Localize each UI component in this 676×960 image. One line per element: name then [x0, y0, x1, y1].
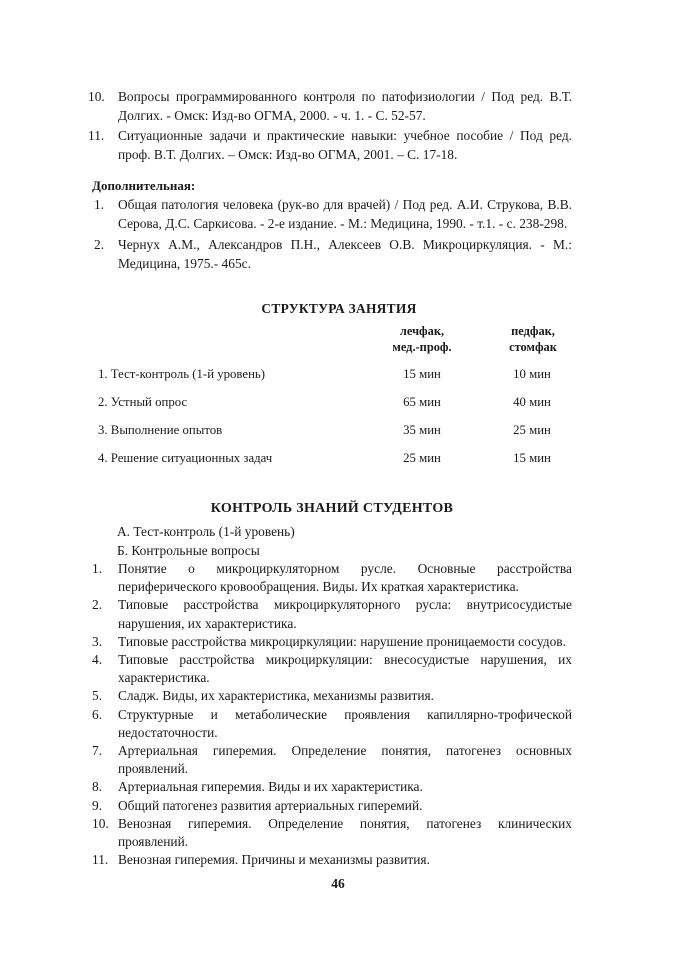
structure-row-label: 4. Решение ситуационных задач: [98, 451, 273, 465]
structure-cell-lechfak: 25 мин: [403, 451, 441, 465]
structure-cell-pedfak: 40 мин: [513, 395, 551, 409]
knowledge-control-title: КОНТРОЛЬ ЗНАНИЙ СТУДЕНТОВ: [210, 501, 454, 516]
reference-text: Общая патология человека (рук-во для врачей) / Под ред. А.И. Струкова, В.В. Серова, Д.С. Саркисова. - 2-е издание. - М.: Медицина, 1990. - т.1. - с. 238-298.: [118, 197, 572, 231]
question-number: 3.: [92, 633, 103, 649]
question-item: [92, 560, 572, 596]
additional-literature-heading: Дополнительная:: [92, 178, 196, 193]
control-part-a: А. Тест-контроль (1-й уровень): [117, 524, 295, 539]
question-item: [92, 797, 572, 815]
control-part-b: Б. Контрольные вопросы: [117, 542, 260, 558]
question-number: 9.: [92, 797, 103, 813]
reference-item: [88, 127, 572, 164]
question-item: [92, 851, 572, 869]
question-text: Понятие о микроциркуляторном русле. Основные расстройства периферического кровообращения. Виды. Их краткая характеристика.: [118, 561, 572, 595]
question-item: [92, 596, 572, 632]
question-item: [92, 687, 572, 705]
structure-cell-lechfak: 15 мин: [403, 367, 441, 381]
reference-item: [92, 196, 572, 233]
question-text: Сладж. Виды, их характеристика, механизмы развития.: [118, 688, 435, 704]
reference-text: Ситуационные задачи и практические навыки: учебное пособие / Под ред. проф. В.Т. Долгих. – Омск: Изд-во ОГМА, 2001. – С. 17-18.: [118, 128, 572, 162]
question-item: [92, 742, 572, 778]
question-text: Структурные и метаболические проявления капиллярно-трофической недостаточности.: [118, 706, 572, 740]
question-text: Венозная гиперемия. Определение понятия, патогенез клинических проявлений.: [118, 815, 572, 850]
reference-text: Чернух А.М., Александров П.Н., Алексеев О.В. Микроциркуляция. - М.: Медицина, 1975.- 465с.: [118, 237, 572, 271]
question-item: [92, 651, 572, 687]
question-text: Артериальная гиперемия. Виды и их характеристика.: [118, 779, 423, 795]
reference-number: 1.: [94, 197, 105, 212]
question-number: 11.: [92, 852, 109, 868]
control-questions-list: [92, 560, 572, 869]
structure-cell-pedfak: 25 мин: [513, 423, 551, 437]
column-header-lechfak: [377, 323, 467, 355]
question-item: [92, 633, 572, 651]
lesson-structure-title: СТРУКТУРА ЗАНЯТИЯ: [261, 301, 417, 316]
column-header-line: лечфак,: [399, 324, 445, 338]
reference-number: 10.: [88, 89, 105, 104]
lesson-structure-table: [92, 319, 572, 469]
question-number: 8.: [92, 779, 103, 795]
question-number: 10.: [92, 815, 109, 831]
question-number: 1.: [92, 561, 103, 576]
structure-row-label: 1. Тест-контроль (1-й уровень): [98, 367, 266, 381]
question-item: [92, 778, 572, 796]
question-number: 5.: [92, 688, 103, 704]
question-number: 7.: [92, 743, 103, 759]
column-header-line: мед.-проф.: [392, 340, 452, 354]
structure-row-label: 3. Выполнение опытов: [98, 423, 223, 437]
structure-row-label: 2. Устный опрос: [98, 395, 188, 409]
main-references-list: [88, 88, 572, 164]
reference-text: Вопросы программированного контроля по патофизиологии / Под ред. В.Т. Долгих. - Омск: Изд-во ОГМА, 2000. - ч. 1. - С. 52-57.: [118, 89, 572, 123]
column-header-pedfak: [488, 323, 578, 355]
question-number: 4.: [92, 652, 103, 668]
structure-cell-lechfak: 35 мин: [403, 423, 441, 437]
question-text: Артериальная гиперемия. Определение понятия, патогенез основных проявлений.: [118, 743, 572, 777]
structure-cell-pedfak: 15 мин: [513, 451, 551, 465]
question-text: Типовые расстройства микроциркуляции: нарушение проницаемости сосудов.: [118, 633, 566, 649]
additional-references-list: [92, 196, 572, 273]
question-item: [92, 815, 572, 851]
question-item: [92, 706, 572, 742]
question-text: Типовые расстройства микроциркуляторного русла: внутрисосудистые нарушения, их характеристика.: [118, 597, 572, 631]
reference-item: [92, 236, 572, 273]
question-text: Венозная гиперемия. Причины и механизмы развития.: [118, 852, 430, 868]
column-header-line: стомфак: [509, 340, 557, 354]
structure-cell-pedfak: 10 мин: [513, 367, 551, 381]
question-text: Типовые расстройства микроциркуляции: внесосудистые нарушения, их характеристика.: [118, 652, 572, 686]
page-number: 46: [331, 876, 345, 891]
structure-cell-lechfak: 65 мин: [403, 395, 441, 409]
column-header-line: педфак,: [511, 324, 555, 338]
reference-number: 11.: [88, 128, 105, 143]
question-number: 6.: [92, 706, 103, 722]
question-number: 2.: [92, 597, 103, 613]
question-text: Общий патогенез развития артериальных гиперемий.: [118, 797, 423, 813]
reference-item: [88, 88, 572, 125]
document-page: [88, 88, 572, 869]
reference-number: 2.: [94, 237, 105, 252]
